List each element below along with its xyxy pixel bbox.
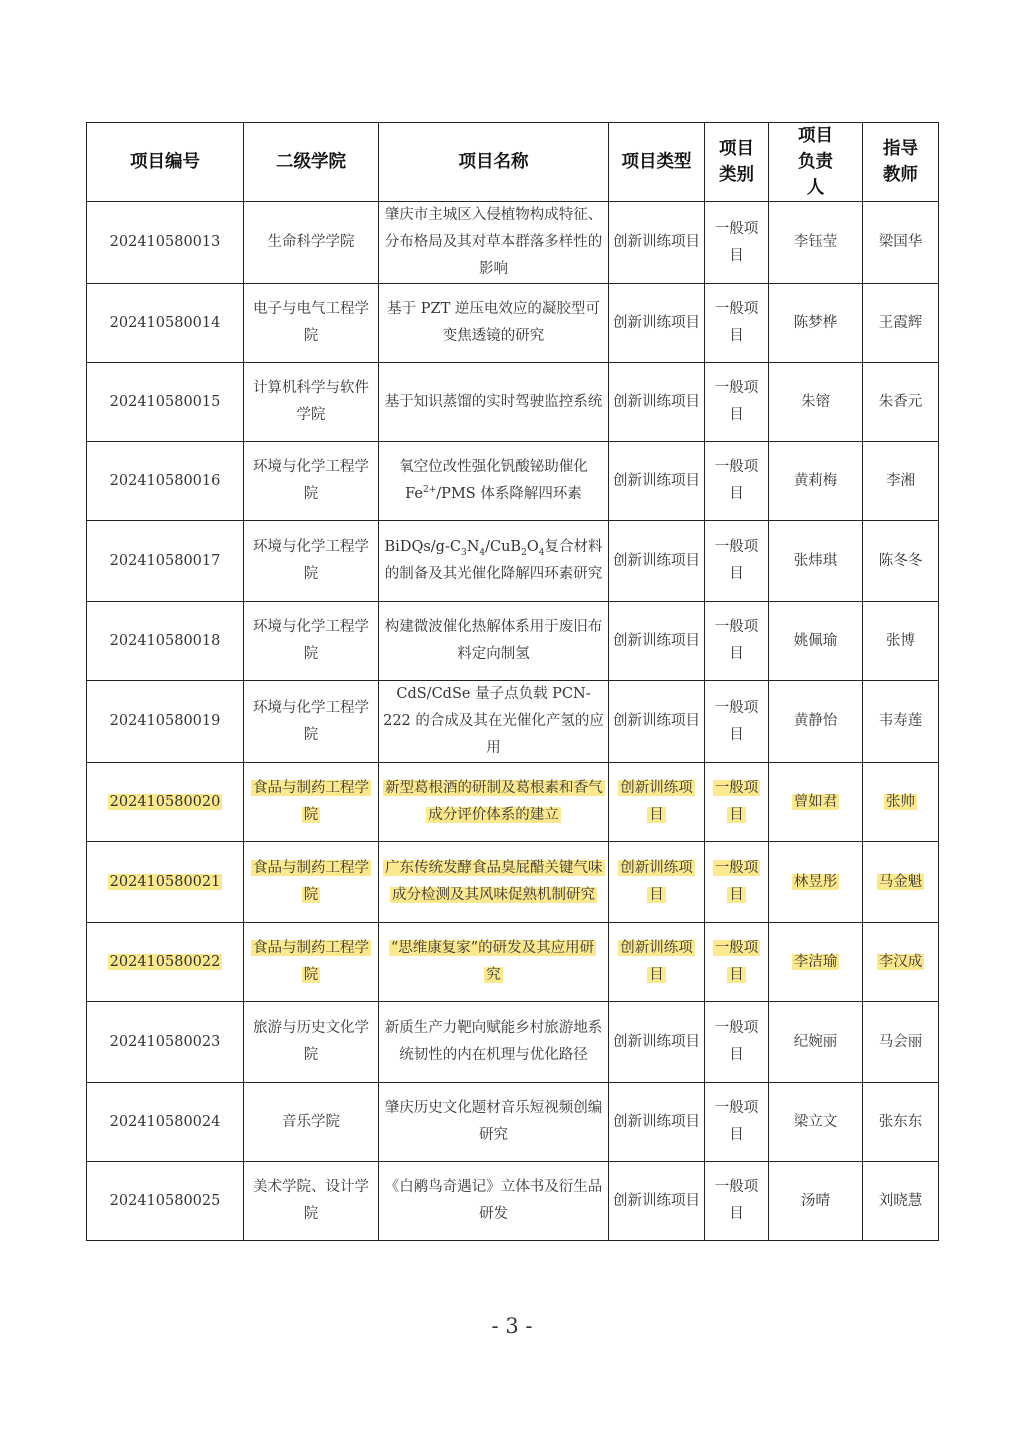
cell-project-id-text: 202410580022: [109, 953, 221, 970]
cell-project-type: [609, 842, 705, 923]
cell-college-text: 环境与化学工程学院: [253, 619, 369, 662]
cell-project-category-text: 一般项目: [714, 459, 759, 502]
cell-project-leader: [769, 1002, 863, 1083]
cell-college-text: 食品与制药工程学院: [253, 780, 369, 823]
cell-advisor: [863, 763, 939, 842]
cell-advisor-text: 马会丽: [878, 1033, 923, 1050]
cell-project-leader: [769, 363, 863, 442]
cell-college: [244, 763, 379, 842]
cell-college-text: 电子与电气工程学院: [253, 301, 369, 344]
cell-project-name-text: CdS/CdSe 量子点负载 PCN-222 的合成及其在光催化产氢的应用: [383, 686, 604, 756]
cell-project-id-text: 202410580024: [109, 1113, 221, 1130]
cell-project-leader-text: 林昱彤: [793, 873, 838, 890]
cell-project-id-text: 202410580020: [109, 793, 221, 810]
cell-project-name: [379, 602, 609, 681]
cell-project-leader: [769, 1162, 863, 1241]
cell-project-id: [87, 284, 244, 363]
cell-college: [244, 284, 379, 363]
cell-project-leader-text: 李钰莹: [793, 234, 838, 250]
cell-project-id: [87, 363, 244, 442]
cell-advisor: [863, 1083, 939, 1162]
cell-college: [244, 442, 379, 521]
cell-project-type-text: 创新训练项目: [613, 314, 700, 331]
cell-project-leader-text: 李洁瑜: [793, 953, 838, 970]
cell-advisor-text: 张帅: [886, 793, 915, 810]
cell-project-type-text: 创新训练项目: [613, 234, 700, 250]
table-row: [87, 842, 939, 923]
cell-college-text: 环境与化学工程学院: [253, 539, 369, 582]
cell-advisor-text: 梁国华: [878, 234, 923, 250]
cell-project-name: [379, 1083, 609, 1162]
cell-project-id: [87, 202, 244, 284]
cell-project-type: [609, 681, 705, 763]
cell-project-id-text: 202410580014: [109, 314, 221, 331]
cell-advisor-text: 韦寿莲: [878, 713, 923, 729]
cell-project-category: [705, 1083, 769, 1162]
cell-project-leader: [769, 284, 863, 363]
cell-advisor: [863, 521, 939, 602]
cell-project-name-text: 基于 PZT 逆压电效应的凝胶型可变焦透镜的研究: [387, 301, 600, 344]
header-project-type: 项目类型: [609, 123, 705, 202]
cell-college-text: 环境与化学工程学院: [253, 699, 369, 743]
cell-project-type: [609, 521, 705, 602]
cell-project-id-text: 202410580015: [109, 393, 221, 410]
table-row: [87, 202, 939, 284]
cell-advisor-text: 陈冬冬: [878, 552, 923, 569]
cell-project-leader: [769, 442, 863, 521]
cell-project-type: [609, 202, 705, 284]
cell-project-category-text: 一般项目: [714, 940, 759, 983]
cell-project-type-text: 创新训练项目: [613, 472, 700, 489]
cell-project-category: [705, 1002, 769, 1083]
cell-project-name-text: 新质生产力靶向赋能乡村旅游地系统韧性的内在机理与优化路径: [384, 1020, 603, 1063]
cell-project-leader-text: 梁立文: [793, 1113, 838, 1130]
cell-project-type: [609, 363, 705, 442]
cell-college: [244, 521, 379, 602]
header-project-leader: 项目负责人: [769, 123, 863, 202]
cell-project-id: [87, 763, 244, 842]
cell-advisor: [863, 842, 939, 923]
cell-project-name: [379, 923, 609, 1002]
cell-college-text: 食品与制药工程学院: [253, 860, 369, 903]
cell-project-type-text: 创新训练项目: [620, 940, 693, 983]
cell-project-id: [87, 1162, 244, 1241]
header-college: 二级学院: [244, 123, 379, 202]
cell-project-leader: [769, 763, 863, 842]
cell-project-leader: [769, 681, 863, 763]
cell-project-id: [87, 923, 244, 1002]
cell-project-category: [705, 602, 769, 681]
table-row: [87, 1162, 939, 1241]
table-row: [87, 681, 939, 763]
cell-project-name-text: 《白鹇鸟奇遇记》立体书及衍生品研发: [384, 1179, 603, 1222]
cell-project-leader-text: 陈梦桦: [793, 314, 838, 331]
cell-college-text: 食品与制药工程学院: [253, 940, 369, 983]
cell-project-category: [705, 284, 769, 363]
table-header-row: [87, 123, 939, 202]
cell-advisor: [863, 1002, 939, 1083]
cell-project-category-text: 一般项目: [714, 1020, 759, 1063]
cell-project-category-text: 一般项目: [714, 301, 759, 344]
cell-advisor-text: 李湘: [886, 472, 915, 489]
cell-project-id: [87, 681, 244, 763]
cell-project-name-text: BiDQs/$g-C_3N_4/CuB_2O_4$复合材料的制备及其光催化降解四环素研究: [384, 539, 603, 582]
cell-project-leader-text: 姚佩瑜: [793, 632, 838, 649]
cell-project-category-text: 一般项目: [714, 1179, 759, 1222]
cell-project-name-text: 广东传统发酵食品臭屁醋关键气味成分检测及其风味促熟机制研究: [385, 860, 603, 903]
cell-project-name-text: 构建微波催化热解体系用于废旧布料定向制氢: [384, 619, 603, 662]
cell-college: [244, 363, 379, 442]
cell-college-text: 计算机科学与软件学院: [253, 380, 369, 423]
cell-project-leader: [769, 1083, 863, 1162]
cell-college-text: 美术学院、设计学院: [253, 1179, 369, 1222]
cell-advisor: [863, 202, 939, 284]
cell-project-id: [87, 1002, 244, 1083]
cell-project-category: [705, 763, 769, 842]
cell-project-type-text: 创新训练项目: [613, 713, 700, 729]
cell-project-category: [705, 1162, 769, 1241]
cell-project-leader-text: 曾如君: [793, 793, 838, 810]
project-table: [86, 122, 939, 1241]
cell-project-name-text: 肇庆历史文化题材音乐短视频创编研究: [384, 1100, 603, 1143]
cell-project-leader-text: 汤晴: [801, 1192, 830, 1209]
cell-project-category: [705, 202, 769, 284]
cell-project-id-text: 202410580025: [109, 1192, 221, 1209]
cell-project-leader-text: 纪婉丽: [793, 1033, 838, 1050]
cell-college-text: 音乐学院: [282, 1113, 340, 1130]
cell-project-name-text: “思维康复家”的研发及其应用研究: [390, 940, 595, 983]
cell-project-category: [705, 363, 769, 442]
cell-advisor: [863, 923, 939, 1002]
cell-project-id-text: 202410580013: [109, 234, 221, 250]
table-row: [87, 602, 939, 681]
cell-project-category-text: 一般项目: [714, 860, 759, 903]
cell-project-type-text: 创新训练项目: [613, 1033, 700, 1050]
cell-project-type: [609, 1162, 705, 1241]
cell-project-leader: [769, 923, 863, 1002]
cell-advisor-text: 李汉成: [878, 953, 923, 970]
cell-college: [244, 602, 379, 681]
cell-project-type-text: 创新训练项目: [613, 393, 700, 410]
table-row: [87, 442, 939, 521]
table-row: [87, 363, 939, 442]
cell-project-name: [379, 521, 609, 602]
cell-project-category: [705, 842, 769, 923]
cell-project-type: [609, 763, 705, 842]
cell-project-name: [379, 763, 609, 842]
cell-project-category-text: 一般项目: [714, 539, 759, 582]
cell-project-name-text: 肇庆市主城区入侵植物构成特征、分布格局及其对草本群落多样性的影响: [384, 207, 603, 277]
header-advisor: 指导教师: [863, 123, 939, 202]
cell-project-category-text: 一般项目: [714, 1100, 759, 1143]
header-project-name: 项目名称: [379, 123, 609, 202]
cell-project-leader-text: 黄静怡: [793, 713, 838, 729]
cell-advisor: [863, 442, 939, 521]
table-row: [87, 763, 939, 842]
cell-project-name: [379, 1162, 609, 1241]
cell-college: [244, 202, 379, 284]
cell-project-name-text: 新型葛根酒的研制及葛根素和香气成分评价体系的建立: [385, 780, 603, 823]
cell-project-id: [87, 442, 244, 521]
cell-college: [244, 842, 379, 923]
table-row: [87, 1002, 939, 1083]
cell-project-type: [609, 284, 705, 363]
table-row: [87, 521, 939, 602]
cell-advisor-text: 张东东: [878, 1113, 923, 1130]
cell-project-category-text: 一般项目: [714, 220, 759, 264]
cell-project-type-text: 创新训练项目: [613, 1113, 700, 1130]
cell-college: [244, 1162, 379, 1241]
cell-project-name: [379, 842, 609, 923]
cell-project-id: [87, 602, 244, 681]
cell-project-type: [609, 442, 705, 521]
table-row: [87, 923, 939, 1002]
cell-project-id: [87, 521, 244, 602]
cell-project-category-text: 一般项目: [714, 780, 759, 823]
cell-project-id: [87, 842, 244, 923]
cell-project-category: [705, 681, 769, 763]
cell-project-type-text: 创新训练项目: [620, 780, 693, 823]
cell-project-name: [379, 284, 609, 363]
cell-advisor: [863, 681, 939, 763]
cell-project-category-text: 一般项目: [714, 699, 759, 743]
cell-college-text: 环境与化学工程学院: [253, 459, 369, 502]
cell-project-type-text: 创新训练项目: [613, 552, 700, 569]
cell-advisor: [863, 602, 939, 681]
cell-project-leader: [769, 521, 863, 602]
cell-project-name: [379, 681, 609, 763]
cell-project-id: [87, 1083, 244, 1162]
cell-project-leader-text: 张炜琪: [793, 552, 838, 569]
cell-project-leader-text: 朱镕: [801, 393, 830, 410]
cell-project-name-text: 基于知识蒸馏的实时驾驶监控系统: [384, 393, 603, 410]
cell-project-id-text: 202410580021: [109, 873, 221, 890]
cell-project-id-text: 202410580019: [109, 713, 221, 729]
cell-college-text: 旅游与历史文化学院: [253, 1020, 369, 1063]
cell-project-category: [705, 442, 769, 521]
cell-college-text: 生命科学学院: [267, 234, 355, 250]
cell-project-name: [379, 363, 609, 442]
cell-advisor: [863, 1162, 939, 1241]
cell-project-type-text: 创新训练项目: [620, 860, 693, 903]
cell-advisor-text: 朱香元: [878, 393, 923, 410]
cell-project-name: [379, 1002, 609, 1083]
cell-project-leader: [769, 602, 863, 681]
cell-project-category: [705, 923, 769, 1002]
cell-project-type: [609, 923, 705, 1002]
cell-advisor-text: 刘晓慧: [878, 1192, 923, 1209]
cell-advisor: [863, 284, 939, 363]
table-row: [87, 284, 939, 363]
cell-project-type: [609, 1002, 705, 1083]
cell-project-leader: [769, 842, 863, 923]
cell-project-type: [609, 1083, 705, 1162]
header-project-category: 项目类别: [705, 123, 769, 202]
cell-project-leader: [769, 202, 863, 284]
cell-project-category-text: 一般项目: [714, 619, 759, 662]
cell-project-id-text: 202410580018: [109, 632, 221, 649]
cell-project-leader-text: 黄莉梅: [793, 472, 838, 489]
cell-college: [244, 681, 379, 763]
cell-project-id-text: 202410580016: [109, 472, 221, 489]
cell-project-name: [379, 442, 609, 521]
cell-project-category-text: 一般项目: [714, 380, 759, 423]
cell-project-name-text: 氧空位改性强化钒酸铋助催化$Fe^{2+}$/PMS 体系降解四环素: [399, 459, 588, 502]
cell-project-type-text: 创新训练项目: [613, 632, 700, 649]
cell-project-name: [379, 202, 609, 284]
header-project-id: 项目编号: [87, 123, 244, 202]
cell-college: [244, 1002, 379, 1083]
table-body: [87, 202, 939, 1241]
cell-project-id-text: 202410580017: [109, 552, 221, 569]
page-number: - 3 -: [491, 1314, 533, 1338]
cell-project-category: [705, 521, 769, 602]
cell-college: [244, 1083, 379, 1162]
table-row: [87, 1083, 939, 1162]
cell-advisor-text: 马金魁: [878, 873, 923, 890]
cell-advisor-text: 王霞辉: [878, 314, 923, 331]
cell-advisor-text: 张博: [886, 632, 915, 649]
cell-college: [244, 923, 379, 1002]
cell-advisor: [863, 363, 939, 442]
cell-project-type-text: 创新训练项目: [613, 1192, 700, 1209]
cell-project-id-text: 202410580023: [109, 1033, 221, 1050]
cell-project-type: [609, 602, 705, 681]
